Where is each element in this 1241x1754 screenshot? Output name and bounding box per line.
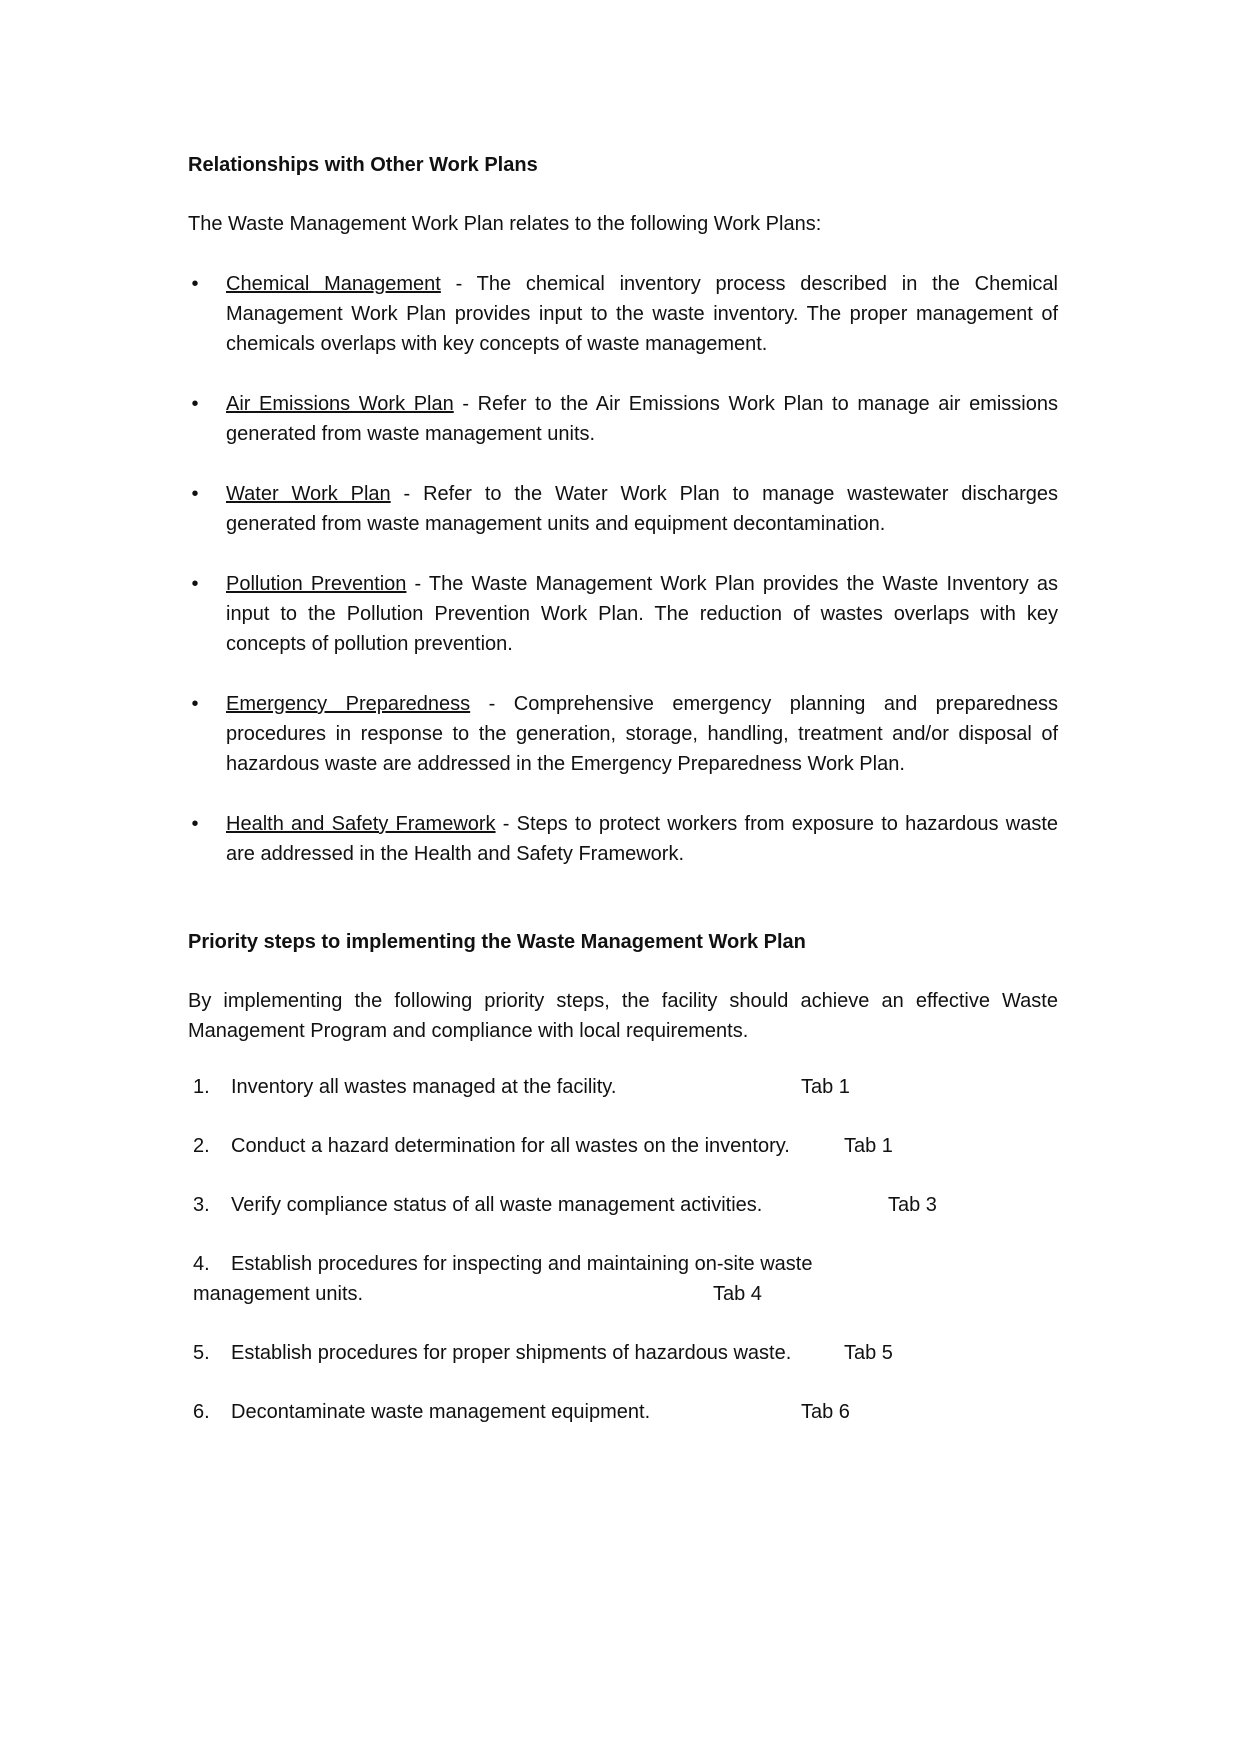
list-item-water-work-plan (188, 479, 1058, 539)
bullet-icon: • (191, 483, 199, 505)
step-text: Inventory all wastes managed at the facility. (231, 1076, 617, 1098)
link-emergency-preparedness[interactable]: Emergency Preparedness (226, 693, 471, 715)
bullet-icon: • (191, 393, 199, 415)
step-item (193, 1131, 893, 1161)
list-item-text: - The chemical inventory process described in the Chemical Management Work Plan provides input to the waste inventory. The proper management of chemicals overlaps with key concepts of waste management. (226, 273, 1058, 355)
step-tab-reference: Tab 1 (844, 1135, 893, 1157)
step-number: 2. (193, 1135, 210, 1157)
list-item-air-emissions (188, 389, 1058, 449)
list-item-text: - Refer to the Water Work Plan to manage wastewater discharges generated from waste management units and equipment decontamination. (226, 483, 1058, 535)
step-item (193, 1397, 850, 1427)
list-item-text: - Refer to the Air Emissions Work Plan to manage air emissions generated from waste management units. (226, 393, 1058, 445)
list-item-text: - The Waste Management Work Plan provides the Waste Inventory as input to the Pollution Prevention Work Plan. The reduction of wastes overlaps with key concepts of pollution prevention. (226, 573, 1058, 655)
step-text: Establish procedures for inspecting and maintaining on-site waste (231, 1253, 813, 1275)
step-tab-reference: Tab 6 (801, 1401, 850, 1423)
link-water-work-plan[interactable]: Water Work Plan (226, 483, 391, 505)
step-number: 3. (193, 1194, 210, 1216)
step-number: 6. (193, 1401, 210, 1423)
step-text: Verify compliance status of all waste management activities. (231, 1194, 763, 1216)
step-text: management units. (193, 1283, 364, 1305)
bullet-icon: • (191, 693, 199, 715)
step-text: Conduct a hazard determination for all wastes on the inventory. (231, 1135, 790, 1157)
list-item-emergency-preparedness (188, 689, 1058, 779)
section-heading-relationships: Relationships with Other Work Plans (188, 154, 538, 176)
list-item-text: - Comprehensive emergency planning and preparedness procedures in response to the generation, storage, handling, treatment and/or disposal of hazardous waste are addressed in the Emergency Preparedness Work Plan. (226, 693, 1058, 775)
section-heading-priority-steps: Priority steps to implementing the Waste Management Work Plan (188, 931, 806, 953)
step-item (193, 1072, 850, 1102)
bullet-icon: • (191, 273, 199, 295)
bullet-icon: • (191, 813, 199, 835)
link-pollution-prevention[interactable]: Pollution Prevention (226, 573, 407, 595)
section-intro-relationships: The Waste Management Work Plan relates to the following Work Plans: (188, 213, 822, 235)
step-text: Decontaminate waste management equipment. (231, 1401, 651, 1423)
link-chemical-management[interactable]: Chemical Management (226, 273, 441, 295)
list-item-text: - Steps to protect workers from exposure to hazardous waste are addressed in the Health and Safety Framework. (226, 813, 1058, 865)
step-item (193, 1338, 893, 1368)
step-tab-reference: Tab 3 (888, 1194, 937, 1216)
step-number: 1. (193, 1076, 210, 1098)
bullet-icon: • (191, 573, 199, 595)
step-item (193, 1190, 937, 1220)
list-item-pollution-prevention (188, 569, 1058, 659)
step-tab-reference: Tab 4 (713, 1283, 762, 1305)
step-item-continuation (193, 1279, 762, 1309)
section-intro-priority-steps: By implementing the following priority steps, the facility should achieve an effective Waste Management Program and compliance with local requirements. (188, 990, 1058, 1042)
list-item-chemical-management (188, 269, 1058, 359)
step-tab-reference: Tab 5 (844, 1342, 893, 1364)
list-item-health-safety (188, 809, 1058, 869)
link-health-and-safety-framework[interactable]: Health and Safety Framework (226, 813, 496, 835)
step-number: 5. (193, 1342, 210, 1364)
step-tab-reference: Tab 1 (801, 1076, 850, 1098)
step-number: 4. (193, 1253, 210, 1275)
step-item (193, 1249, 812, 1279)
link-air-emissions-work-plan[interactable]: Air Emissions Work Plan (226, 393, 454, 415)
step-text: Establish procedures for proper shipments of hazardous waste. (231, 1342, 792, 1364)
work-plan-list (188, 269, 1058, 899)
